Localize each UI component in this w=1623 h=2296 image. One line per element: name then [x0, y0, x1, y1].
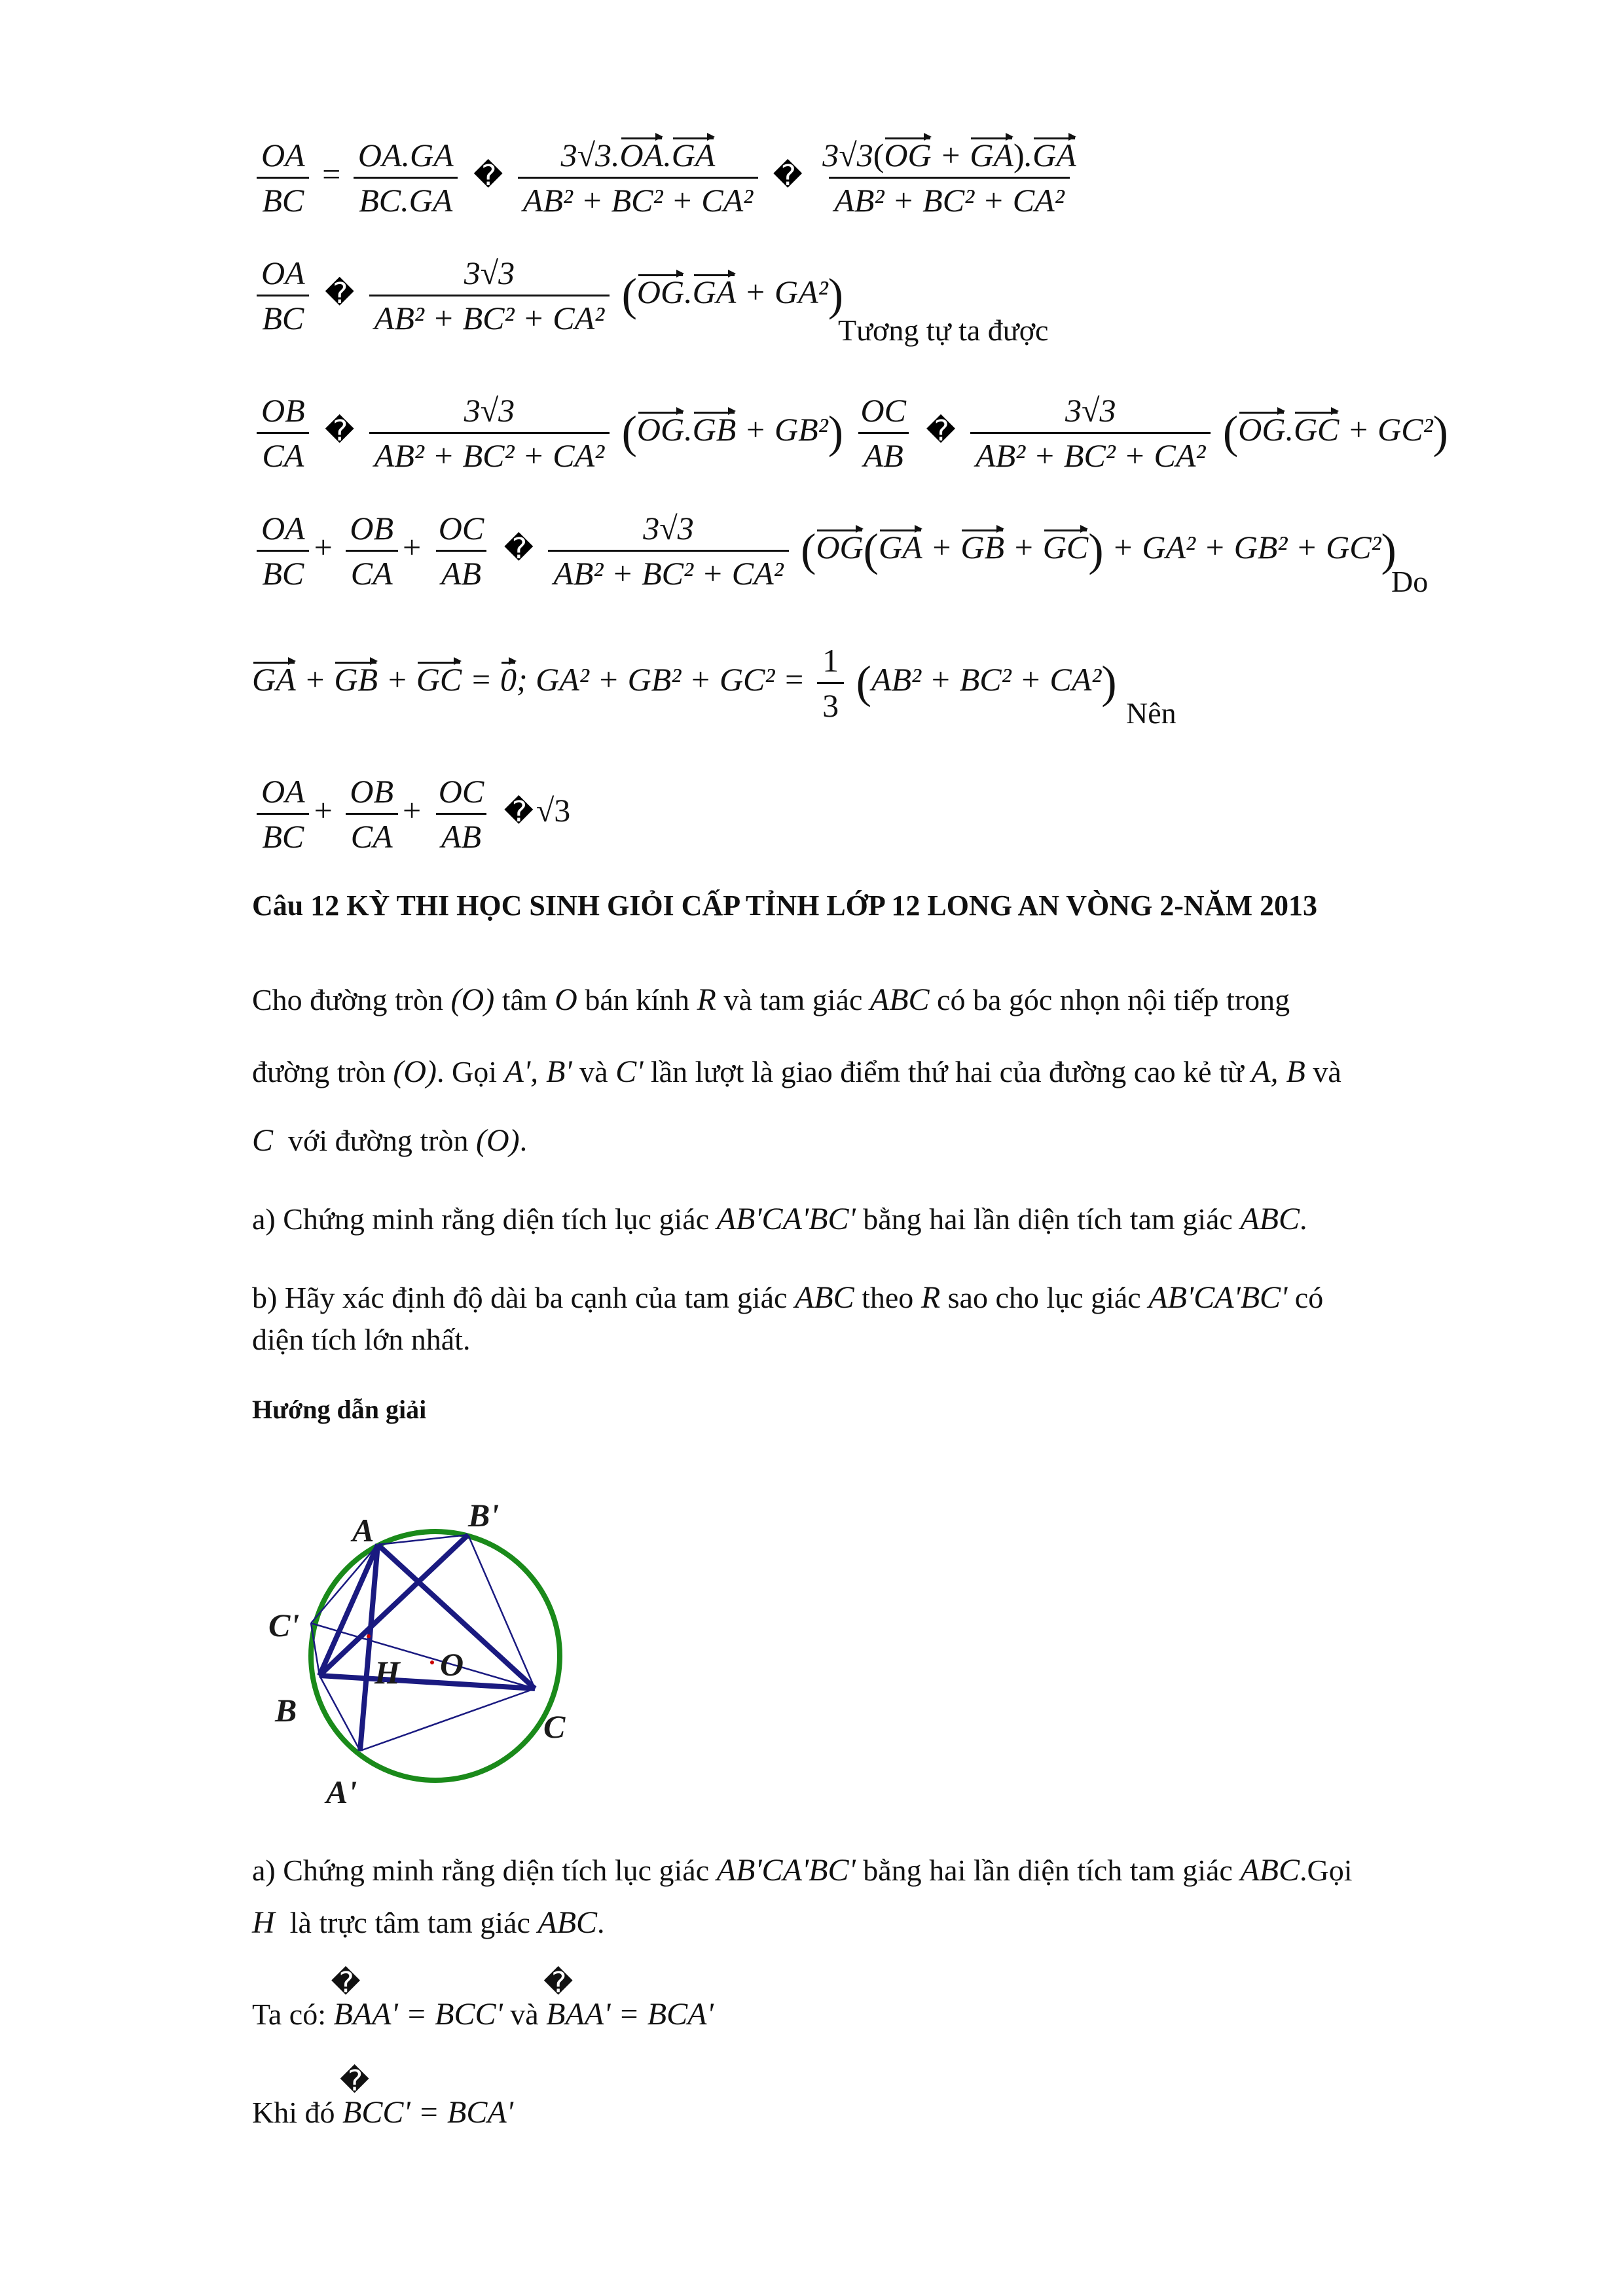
solution-a-line2: H là trực tâm tam giác ABC.: [252, 1905, 605, 1940]
orthocenter-point: [367, 1634, 371, 1638]
label-B: B: [275, 1692, 297, 1729]
taco-line: Ta có: � BAA' = BCC' và � BAA' = BCA': [252, 1966, 714, 2032]
vector: GA: [671, 137, 716, 173]
note-tuong-tu: Tương tự ta được: [838, 314, 1049, 347]
label-O: O: [440, 1646, 464, 1683]
frac-den: BC: [257, 177, 309, 219]
label-C: C: [543, 1708, 566, 1745]
label-A-prime: A': [326, 1774, 357, 1810]
question-a: a) Chứng minh rằng diện tích lục giác AB'CA'BC' bằng hai lần diện tích tam giác ABC.: [252, 1202, 1307, 1236]
note-do: Do: [1391, 565, 1429, 598]
label-C-prime: C': [268, 1607, 300, 1643]
note-nen: Nên: [1126, 696, 1176, 730]
center-point: [430, 1660, 434, 1664]
equation-5: GA + GB + GC = 0; GA² + GB² + GC² = $\frac{1}{3}$ (AB² + BC² + CA²): [252, 642, 1117, 724]
vector: OA: [619, 137, 664, 173]
problem-line-3: C với đường tròn (O).: [252, 1123, 528, 1158]
question-heading: Câu 12 KỲ THI HỌC SINH GIỎI CẤP TỈNH LỚP 12 LONG AN VÒNG 2-NĂM 2013: [252, 889, 1317, 922]
equation-1: $\frac{OA}{BC}$ = $\frac{OA.GA}{BC.GA}$ � $\frac{3√3.OA.GA}{\text{AB² + BC² + CA²}}$ � $\frac{3√3(OG + GA).GA}{\text{AB² + BC² + CA²}}$: [252, 136, 1085, 219]
problem-line-2: đường tròn (O). Gọi A', B' và C' lần lượt là giao điểm thứ hai của đường cao kẻ từ A, B và: [252, 1054, 1341, 1089]
label-A: A: [352, 1512, 374, 1549]
question-b: b) Hãy xác định độ dài ba cạnh của tam giác ABC theo R sao cho lục giác AB'CA'BC' có: [252, 1280, 1324, 1315]
equation-2: $\frac{OA}{BC}$ � $\frac{3√3}{\text{AB² + BC² + CA²}}$ (OG.GA + GA²): [252, 254, 843, 337]
problem-line-1: Cho đường tròn (O) tâm O bán kính R và tam giác ABC có ba góc nhọn nội tiếp trong: [252, 982, 1290, 1017]
label-B-prime: B': [468, 1497, 500, 1534]
frac-num: OA: [261, 137, 305, 173]
solution-heading: Hướng dẫn giải: [252, 1395, 427, 1424]
khido-line: Khi đó � BCC' = BCA': [252, 2064, 513, 2130]
equation-6: $\frac{OA}{BC}$ + $\frac{OB}{CA}$ + $\frac{OC}{AB}$ �√3: [252, 772, 570, 855]
solution-a-line1: a) Chứng minh rằng diện tích lục giác AB'CA'BC' bằng hai lần diện tích tam giác ABC.Gọi: [252, 1853, 1353, 1888]
equation-3: $\frac{OB}{CA}$ � $\frac{3√3}{\text{AB² + BC² + CA²}}$ (OG.GB + GB²) $\frac{OC}{AB}$ � $\frac{3√3}{\text{AB² + BC² + CA²}}$ (OG.GC + GC²): [252, 391, 1448, 475]
missing-glyph: �: [773, 158, 803, 192]
equation-4: $\frac{OA}{BC}$ + $\frac{OB}{CA}$ + $\frac{OC}{AB}$ � $\frac{3√3}{\text{AB² + BC² + CA²}}$ (OG(GA + GB + GC) + GA² + GB² + GC²): [252, 509, 1396, 592]
label-H: H: [374, 1654, 400, 1691]
geometry-figure: [249, 1473, 589, 1813]
missing-glyph: �: [473, 158, 503, 192]
question-b-line2: diện tích lớn nhất.: [252, 1323, 471, 1356]
